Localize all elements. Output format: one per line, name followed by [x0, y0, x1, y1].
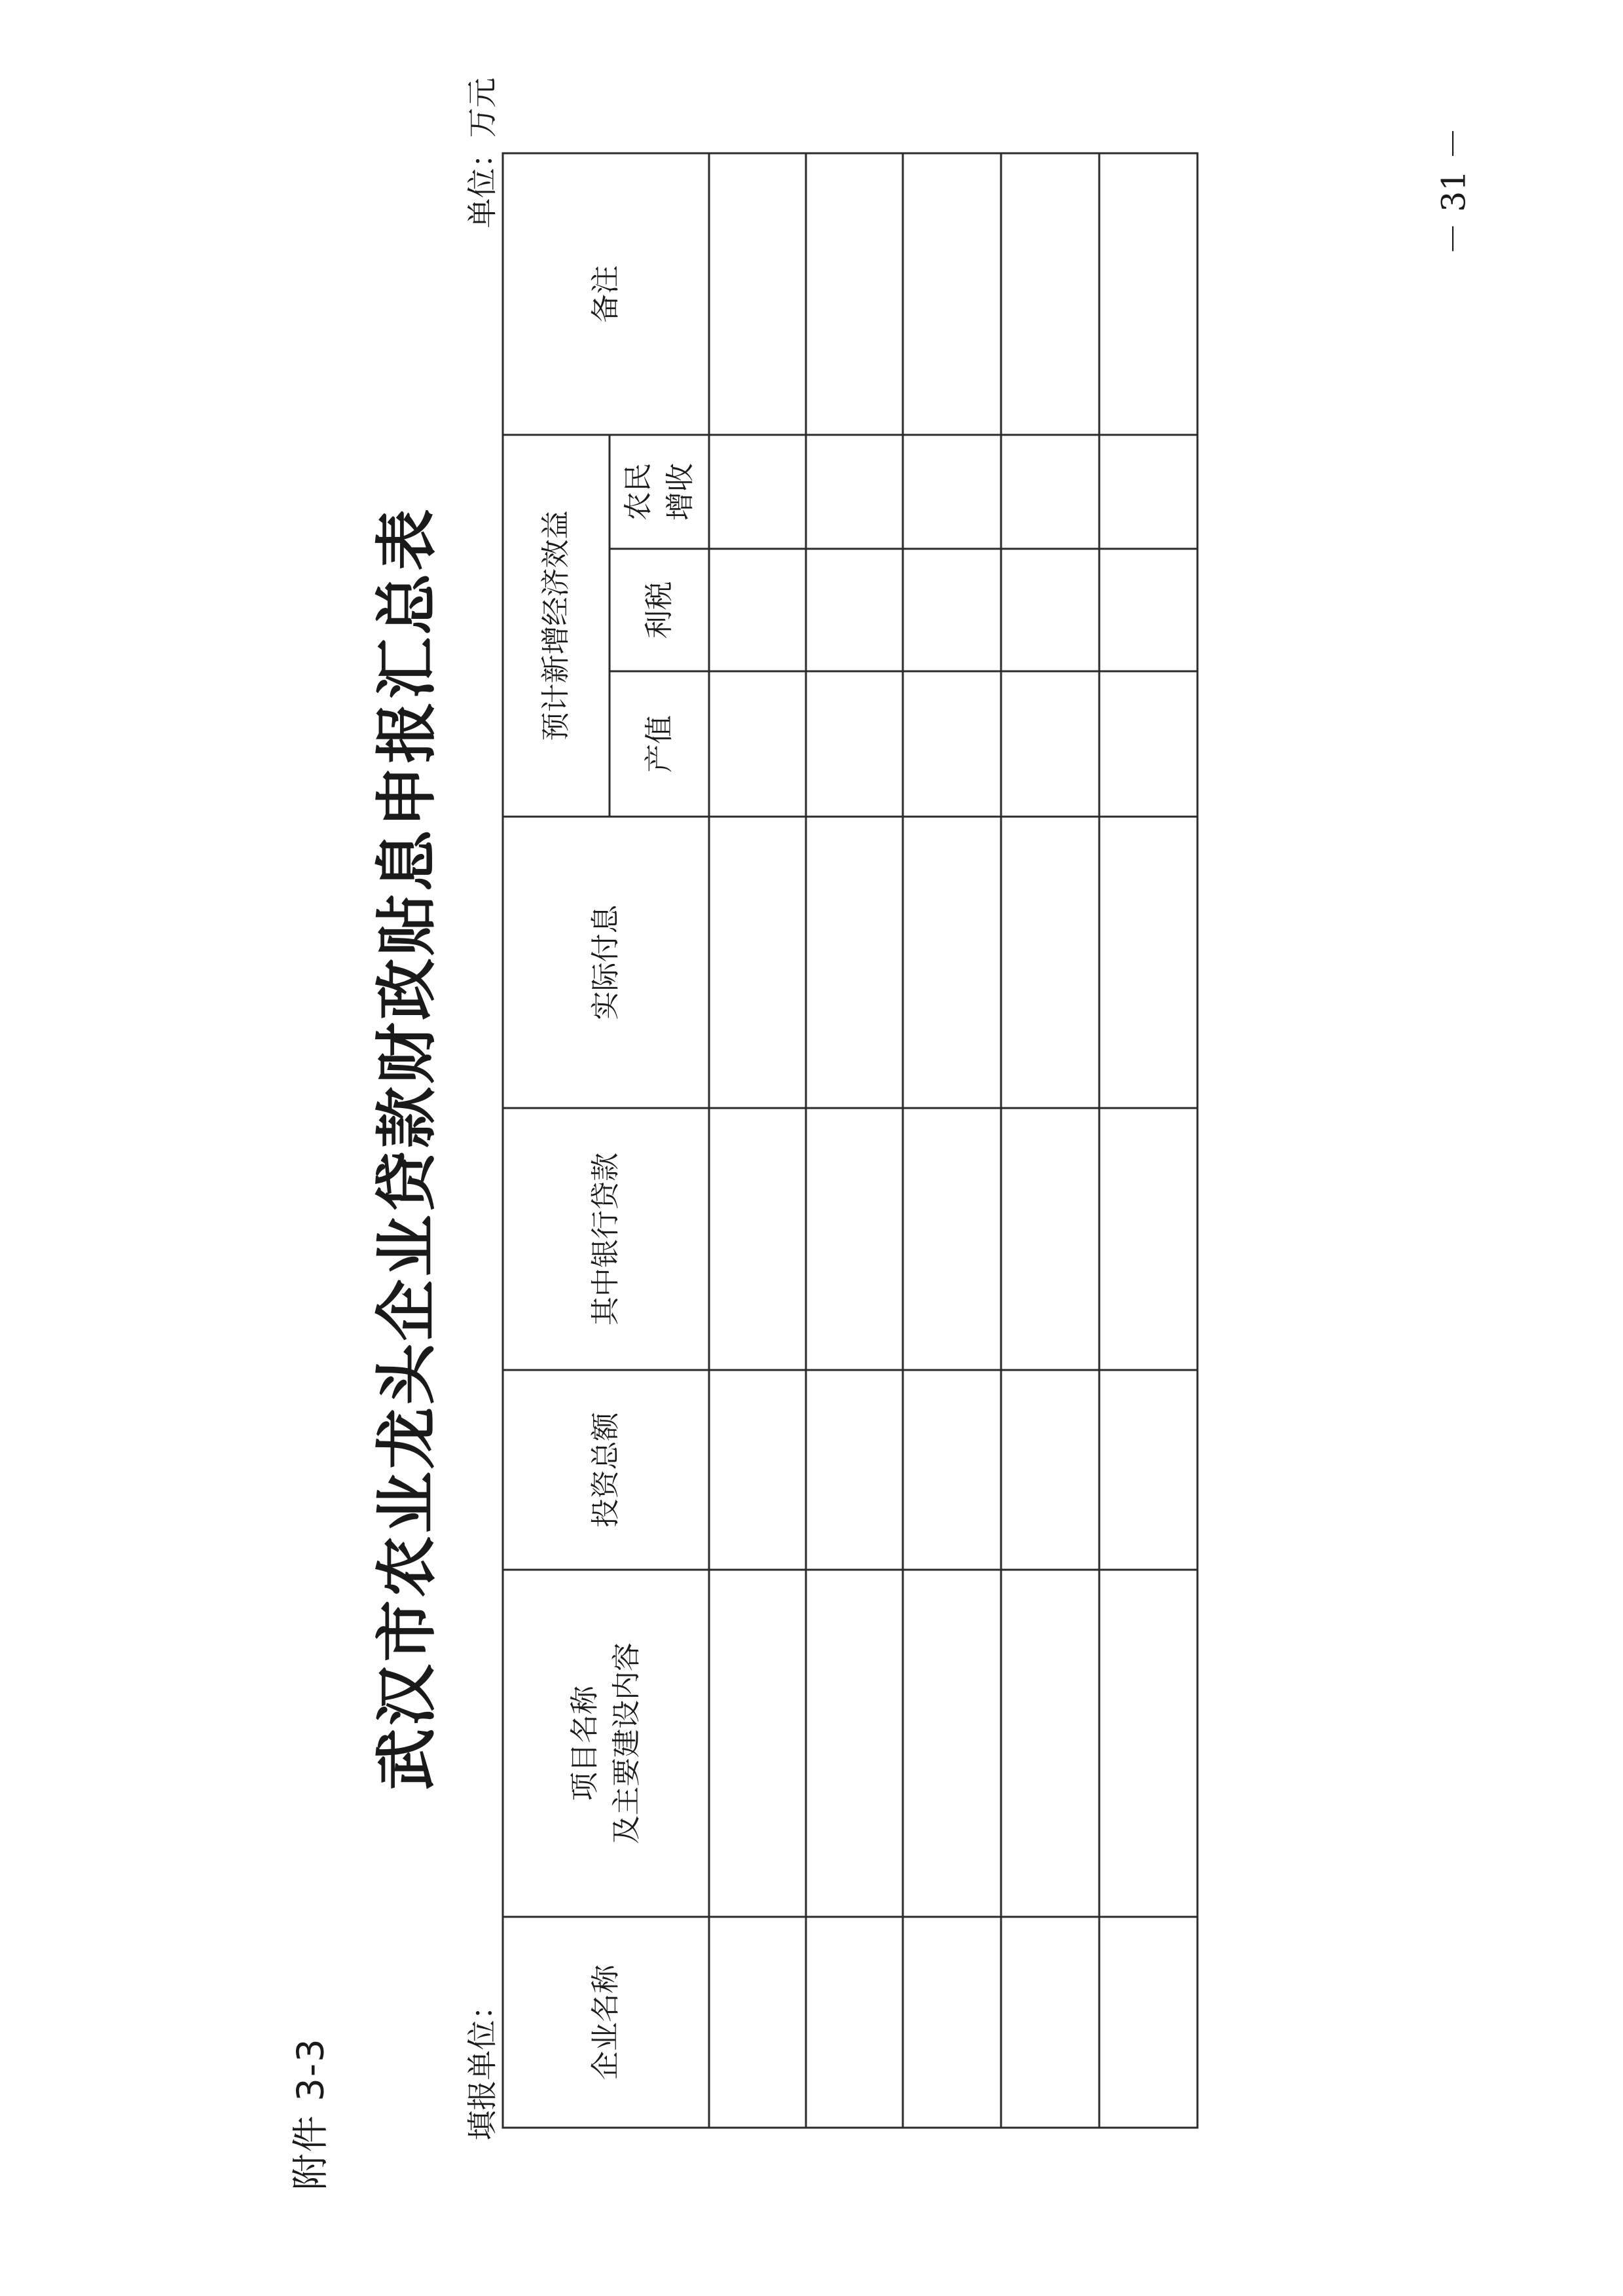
header-expected-benefit: 预计新增经济效益: [503, 435, 610, 817]
table-cell: [1001, 1108, 1099, 1370]
table-cell: [806, 1917, 903, 2128]
unit-label: 单位：万元: [464, 77, 500, 228]
table-cell: [903, 671, 1001, 817]
header-total-investment: 投资总额: [503, 1370, 709, 1570]
table-cell: [806, 1370, 903, 1570]
table-cell: [903, 1917, 1001, 2128]
table-cell: [709, 435, 806, 549]
table-cell: [1099, 1370, 1197, 1570]
table-cell: [903, 1370, 1001, 1570]
header-bank-loan: 其中银行贷款: [503, 1108, 709, 1370]
table-cell: [903, 817, 1001, 1108]
header-farmer-income-line2: 增收: [663, 462, 697, 521]
table-cell: [709, 1108, 806, 1370]
table-cell: [1099, 549, 1197, 671]
table-row: [1099, 153, 1197, 2128]
page-number: － 31 －: [1434, 126, 1472, 255]
summary-table: [501, 152, 1198, 2128]
table-cell: [1099, 817, 1197, 1108]
table-cell: [1099, 435, 1197, 549]
header-farmer-income: [610, 435, 709, 549]
table-cell: [806, 153, 903, 435]
page-title: 武汉市农业龙头企业贷款财政贴息申报汇总表: [371, 506, 443, 1790]
table-cell: [806, 549, 903, 671]
table-cell: [1099, 1917, 1197, 2128]
table-cell: [1001, 1370, 1099, 1570]
table-row: [709, 153, 806, 2128]
table-cell: [1099, 1108, 1197, 1370]
header-output-value: 产值: [610, 671, 709, 817]
header-actual-interest: 实际付息: [503, 817, 709, 1108]
header-project-name-line2: 及主要建设内容: [610, 1642, 643, 1844]
table-cell: [709, 1917, 806, 2128]
header-company-name: 企业名称: [503, 1917, 709, 2128]
table-cell: [1001, 153, 1099, 435]
table-cell: [1099, 1570, 1197, 1917]
table-cell: [1001, 1917, 1099, 2128]
table-row: [1001, 153, 1099, 2128]
table-cell: [1001, 549, 1099, 671]
table-cell: [903, 153, 1001, 435]
table-cell: [903, 1570, 1001, 1917]
table-cell: [806, 1108, 903, 1370]
table-cell: [1099, 153, 1197, 435]
table-cell: [903, 435, 1001, 549]
header-remarks: 备注: [503, 153, 709, 435]
header-farmer-income-line1: 农民: [621, 462, 655, 521]
table-cell: [806, 1570, 903, 1917]
table-cell: [709, 549, 806, 671]
filler-unit-label: 填报单位：: [464, 1990, 500, 2140]
table-cell: [806, 817, 903, 1108]
table-cell: [709, 671, 806, 817]
header-profit-tax: 利税: [610, 549, 709, 671]
table-cell: [903, 1108, 1001, 1370]
table-cell: [1001, 671, 1099, 817]
table-cell: [709, 1570, 806, 1917]
table-cell: [709, 153, 806, 435]
table-cell: [709, 1370, 806, 1570]
header-project-name-line1: 项目名称: [568, 1685, 602, 1801]
table-cell: [709, 817, 806, 1108]
table-cell: [806, 671, 903, 817]
attachment-label: 附件 3-3: [289, 2037, 332, 2190]
table-row: [903, 153, 1001, 2128]
table-cell: [903, 549, 1001, 671]
table-cell: [1001, 435, 1099, 549]
table-row: [806, 153, 903, 2128]
header-project-name: [503, 1570, 709, 1917]
table-cell: [1001, 1570, 1099, 1917]
table-cell: [1001, 817, 1099, 1108]
table-cell: [806, 435, 903, 549]
table-cell: [1099, 671, 1197, 817]
